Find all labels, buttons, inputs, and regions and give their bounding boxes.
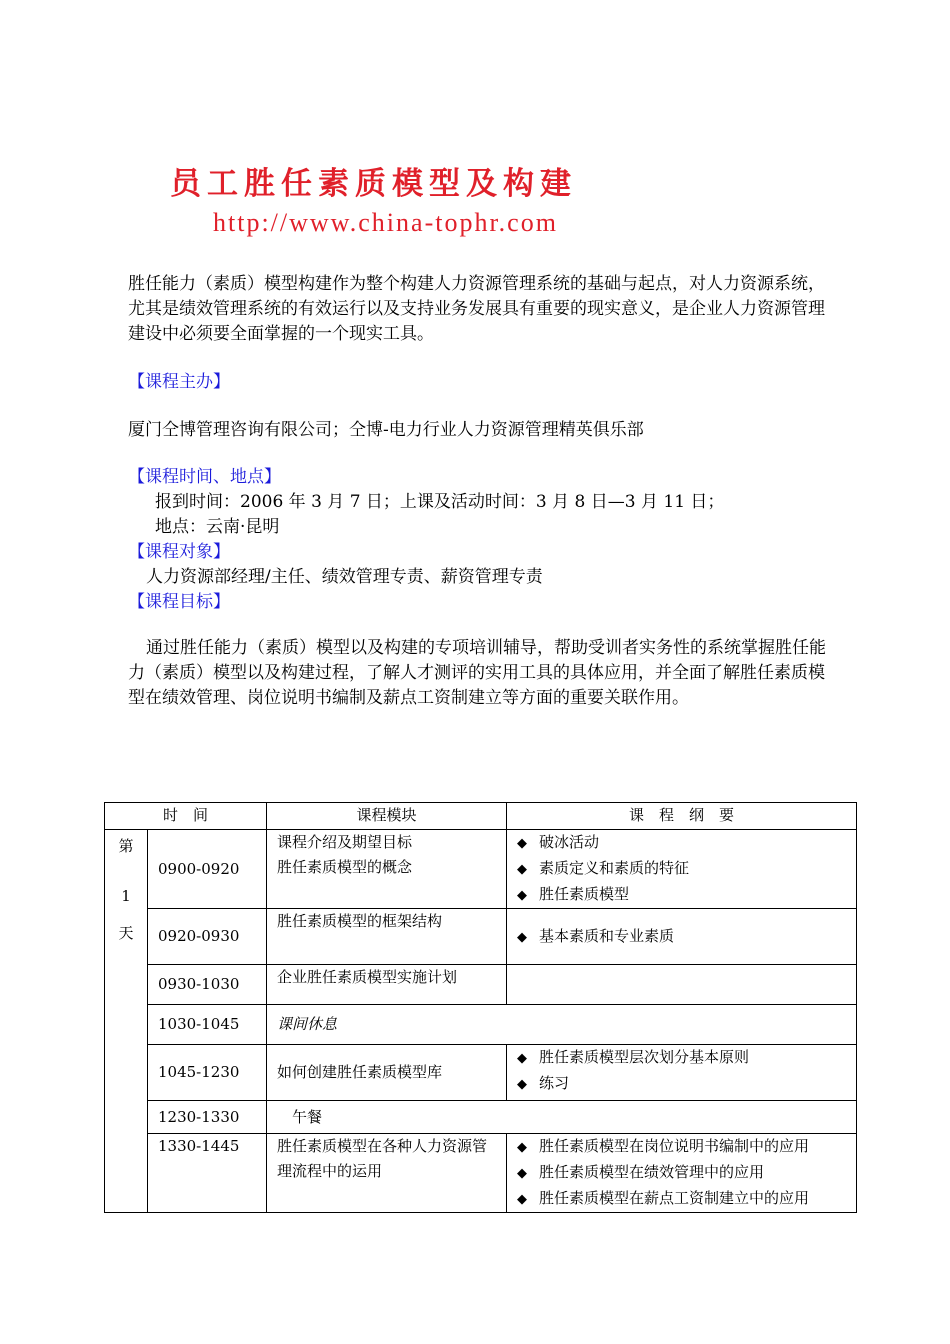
table-row [105,1045,857,1101]
diamond-bullet-icon: ◆ [517,929,528,945]
module-cell: 课程介绍及期望目标 胜任素质模型的概念 [267,830,507,909]
diamond-bullet-icon: ◆ [517,1166,528,1181]
day-label [105,830,148,1213]
header-time: 时 间 [105,803,267,830]
table-header-row [105,803,857,830]
audience-heading: 【课程对象】 [128,542,230,562]
day-char: 天 [118,924,134,942]
list-item: ◆ 胜任素质模型 [517,882,846,908]
report-time: 报到时间：2006 年 3 月 7 日；上课及活动时间：3 月 8 日—3 月 11 日； [155,492,725,512]
time-cell: 1045-1230 [148,1045,267,1101]
list-item: ◆ 胜任素质模型在薪点工资制建立中的应用 [517,1186,846,1212]
header-module: 课程模块 [267,803,507,830]
schedule-table [104,802,857,1213]
break-cell: 课间休息 [267,1005,857,1045]
list-item: ◆ 胜任素质模型在岗位说明书编制中的应用 [517,1134,846,1160]
header-outline: 课 程 纲 要 [507,803,857,830]
outline-cell [507,1134,857,1213]
diamond-bullet-icon: ◆ [517,862,528,877]
page-title: 员工胜任素质模型及构建 [170,166,577,202]
outline-cell [507,965,857,1005]
goal-heading: 【课程目标】 [128,592,230,612]
day-char: 第 [118,837,134,855]
table-row [105,1005,857,1045]
outline-cell [507,1045,857,1101]
diamond-bullet-icon: ◆ [517,1140,528,1155]
goal-paragraph: 通过胜任能力（素质）模型以及构建的专项培训辅导，帮助受训者实务性的系统掌握胜任能力（素质）模型以及构建过程，了解人才测评的实用工具的具体应用，并全面了解胜任素质模型在绩效管理、岗位说明书编制及薪点工资制建立等方面的重要关联作用。 [128,638,826,708]
table-row [105,1134,857,1213]
audience-text: 人力资源部经理/主任、绩效管理专责、薪资管理专责 [146,567,543,587]
time-cell: 1230-1330 [148,1101,267,1134]
lunch-cell: 午餐 [267,1101,857,1134]
time-cell: 1030-1045 [148,1005,267,1045]
outline-cell [507,909,857,965]
time-cell: 0900-0920 [148,830,267,909]
diamond-bullet-icon: ◆ [517,1077,528,1092]
list-item: ◆ 基本素质和专业素质 [517,924,846,950]
time-cell: 1330-1445 [148,1134,267,1213]
list-item: ◆ 破冰活动 [517,830,846,856]
organizer-heading: 【课程主办】 [128,372,230,392]
course-location: 地点：云南·昆明 [155,517,280,537]
diamond-bullet-icon: ◆ [517,1051,528,1066]
intro-paragraph: 胜任能力（素质）模型构建作为整个构建人力资源管理系统的基础与起点，对人力资源系统，尤其是绩效管理系统的有效运行以及支持业务发展具有重要的现实意义，是企业人力资源管理建设中必须要全面掌握的一个现实工具。 [128,274,825,344]
table-row [105,909,857,965]
time-cell: 0930-1030 [148,965,267,1005]
module-cell: 如何创建胜任素质模型库 [267,1045,507,1101]
diamond-bullet-icon: ◆ [517,836,528,851]
table-row [105,1101,857,1134]
diamond-bullet-icon: ◆ [517,888,528,903]
list-item: ◆ 素质定义和素质的特征 [517,856,846,882]
table-row [105,965,857,1005]
time-cell: 0920-0930 [148,909,267,965]
list-item: ◆ 练习 [517,1071,846,1097]
module-cell: 胜任素质模型在各种人力资源管理流程中的运用 [267,1134,507,1213]
time-place-heading: 【课程时间、地点】 [128,467,281,487]
day-char: 1 [121,887,131,905]
outline-cell [507,830,857,909]
diamond-bullet-icon: ◆ [517,1192,528,1207]
table-row [105,830,857,909]
list-item: ◆ 胜任素质模型在绩效管理中的应用 [517,1160,846,1186]
website-url[interactable]: http://www.china-tophr.com [213,208,558,237]
module-cell: 企业胜任素质模型实施计划 [267,965,507,1005]
organizer-text: 厦门仝博管理咨询有限公司；仝博-电力行业人力资源管理精英俱乐部 [128,420,644,440]
module-cell: 胜任素质模型的框架结构 [267,909,507,965]
list-item: ◆ 胜任素质模型层次划分基本原则 [517,1045,846,1071]
